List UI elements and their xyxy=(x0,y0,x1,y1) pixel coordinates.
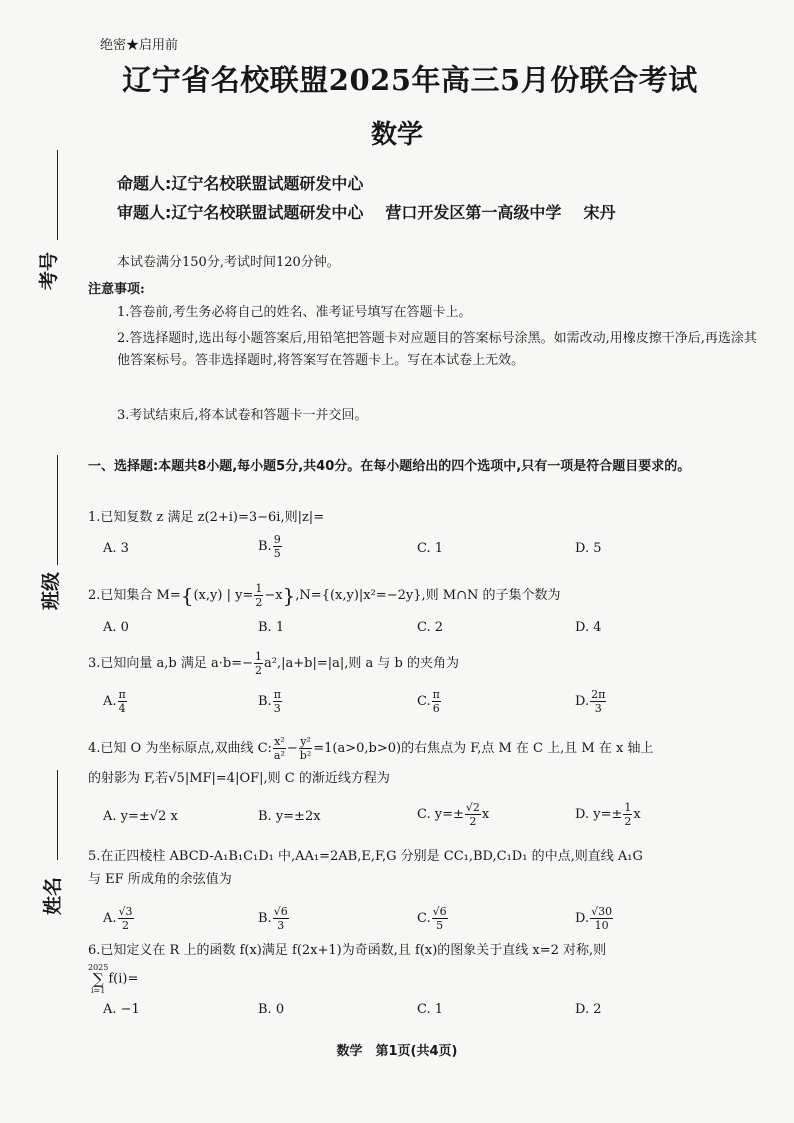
option-d: D. 4 xyxy=(575,620,602,635)
option-d xyxy=(575,905,614,932)
option-a: A. y=±√2 x xyxy=(103,809,178,824)
reviewer-label: 审题人: xyxy=(117,203,172,222)
question-5: 5.在正四棱柱 ABCD-A₁B₁C₁D₁ 中,AA₁=2AB,E,F,G 分别是 CC₁,BD,C₁D₁ 的中点,则直线 A₁G xyxy=(88,849,643,864)
numerator: 2π xyxy=(591,688,606,701)
option-prefix: C. xyxy=(417,694,431,709)
notice-title: 注意事项: xyxy=(88,282,145,297)
exam-intro: 本试卷满分150分,考试时间120分钟。 xyxy=(117,255,340,270)
option-prefix: C. y=± xyxy=(417,807,464,822)
reviewer-3: 宋丹 xyxy=(583,203,616,222)
option-d xyxy=(575,688,607,715)
set-text: −x xyxy=(264,588,283,603)
exam-title: 辽宁省名校联盟2025年高三5月份联合考试 xyxy=(122,63,698,97)
reviewer-2: 营口开发区第一高级中学 xyxy=(385,203,562,222)
option-suffix: x xyxy=(633,807,641,822)
option-d: D. 5 xyxy=(575,541,602,556)
denominator: 2 xyxy=(469,815,477,828)
reviewer-line xyxy=(117,200,615,223)
fraction xyxy=(118,905,134,932)
question-5-line2: 与 EF 所成角的余弦值为 xyxy=(88,872,232,887)
question-2 xyxy=(88,582,764,609)
operator: − xyxy=(286,741,298,756)
denominator: 3 xyxy=(594,702,602,715)
option-c xyxy=(417,905,449,932)
option-c: C. 1 xyxy=(417,1002,444,1017)
fraction xyxy=(623,801,632,828)
option-d xyxy=(575,801,641,828)
option-prefix: D. xyxy=(575,694,590,709)
notice-item-text: 2.答选择题时,选出每小题答案后,用铅笔把答题卡对应题目的答案标号涂黑。如需改动,用橡皮擦干净后,再选涂其他答案标号。答非选择题时,将答案写在答题卡上。写在本试卷上无效。 xyxy=(117,331,757,368)
option-c xyxy=(417,801,489,828)
option-prefix: D. y=± xyxy=(575,807,623,822)
notice-item: 1.答卷前,考生务必将自己的姓名、准考证号填写在答题卡上。 xyxy=(117,305,472,320)
denominator: 2 xyxy=(624,815,632,828)
option-a: A. −1 xyxy=(103,1002,140,1017)
sum-lower: i=1 xyxy=(91,986,106,995)
option-a xyxy=(103,905,135,932)
numerator: 9 xyxy=(273,533,281,546)
numerator: 1 xyxy=(255,582,263,595)
denominator: 3 xyxy=(273,702,281,715)
option-prefix: B. xyxy=(258,911,272,926)
option-a xyxy=(103,688,128,715)
numerator: 1 xyxy=(255,650,262,663)
option-a: A. 3 xyxy=(103,541,129,556)
proposer-name: 辽宁名校联盟试题研发中心 xyxy=(171,174,364,193)
numerator: π xyxy=(273,688,281,701)
summation xyxy=(88,963,108,995)
denominator: 3 xyxy=(277,919,285,932)
exam-no-label: 考号 xyxy=(38,251,60,290)
fraction xyxy=(273,533,282,560)
denominator: 10 xyxy=(594,919,609,932)
notice-item: 3.考试结束后,将本试卷和答题卡一并交回。 xyxy=(117,408,368,423)
subject-title: 数学 xyxy=(370,120,423,150)
option-prefix: B. xyxy=(258,694,272,709)
right-brace: } xyxy=(282,583,296,608)
option-b xyxy=(258,905,290,932)
notice-item xyxy=(117,328,757,372)
option-b: B. y=±2x xyxy=(258,809,321,824)
fraction xyxy=(432,905,448,932)
left-brace: { xyxy=(180,583,194,608)
numerator: 1 xyxy=(624,801,632,814)
confidential-label: 绝密★启用前 xyxy=(100,38,179,53)
denominator: b² xyxy=(299,749,312,762)
denominator: a² xyxy=(273,749,285,762)
fraction xyxy=(254,650,263,677)
name-label: 姓名 xyxy=(42,876,64,915)
numerator: √6 xyxy=(273,905,288,918)
fraction xyxy=(273,735,286,762)
option-c: C. 2 xyxy=(417,620,444,635)
sum-sign: ∑ xyxy=(92,970,104,988)
numerator: √6 xyxy=(432,905,447,918)
numerator: √2 xyxy=(465,801,480,814)
numerator: x² xyxy=(274,735,285,748)
option-prefix: B. xyxy=(258,539,272,554)
fraction xyxy=(432,688,441,715)
question-1: 1.已知复数 z 满足 z(2+i)=3−6i,则|z|= xyxy=(88,510,325,525)
option-c xyxy=(417,688,442,715)
option-b xyxy=(258,688,283,715)
option-d: D. 2 xyxy=(575,1002,602,1017)
fraction xyxy=(273,688,282,715)
numerator: π xyxy=(432,688,440,701)
section-title: 一、选择题:本题共8小题,每小题5分,共40分。在每小题给出的四个选项中,只有一项是符合题目要求的。 xyxy=(88,459,691,474)
option-b: B. 1 xyxy=(258,620,285,635)
denominator: 2 xyxy=(122,919,130,932)
proposer-label: 命题人: xyxy=(117,174,172,193)
exam-no-line xyxy=(57,150,58,240)
fraction xyxy=(465,801,481,828)
reviewer-1: 辽宁名校联盟试题研发中心 xyxy=(171,203,364,222)
denominator: 4 xyxy=(118,702,126,715)
question-4 xyxy=(88,735,764,762)
question-text: ,N={(x,y)|x²=−2y},则 M∩N 的子集个数为 xyxy=(295,588,561,603)
proposer-line xyxy=(117,171,363,194)
denominator: 2 xyxy=(255,596,263,609)
option-prefix: A. xyxy=(103,694,117,709)
question-3 xyxy=(88,650,764,677)
fraction xyxy=(118,688,127,715)
question-text: 3.已知向量 a,b 满足 a·b=− xyxy=(88,656,253,671)
option-prefix: C. xyxy=(417,911,431,926)
class-label: 班级 xyxy=(40,571,62,610)
denominator: 6 xyxy=(432,702,440,715)
fraction xyxy=(273,905,289,932)
question-4-line2: 的射影为 F,若√5|MF|=4|OF|,则 C 的渐近线方程为 xyxy=(88,771,390,786)
denominator: 5 xyxy=(436,919,444,932)
class-line xyxy=(57,455,58,565)
denominator: 5 xyxy=(273,547,281,560)
question-text: =1(a>0,b>0)的右焦点为 F,点 M 在 C 上,且 M 在 x 轴上 xyxy=(313,741,654,756)
fraction xyxy=(590,905,613,932)
option-suffix: x xyxy=(481,807,490,822)
question-text: f(i)= xyxy=(108,971,139,987)
question-6-line2 xyxy=(88,963,764,995)
option-prefix: D. xyxy=(575,911,590,926)
fraction xyxy=(590,688,606,715)
denominator: 2 xyxy=(255,664,262,677)
fraction xyxy=(299,735,312,762)
question-6: 6.已知定义在 R 上的函数 f(x)满足 f(2x+1)为奇函数,且 f(x)的图象关于直线 x=2 对称,则 xyxy=(88,943,607,958)
question-text: a²,|a+b|=|a|,则 a 与 b 的夹角为 xyxy=(264,656,459,671)
numerator: y² xyxy=(300,735,311,748)
set-text: (x,y) | y= xyxy=(193,588,254,603)
question-text: 2.已知集合 M= xyxy=(88,588,181,603)
fraction xyxy=(254,582,263,609)
option-b: B. 0 xyxy=(258,1002,285,1017)
numerator: √30 xyxy=(591,905,613,918)
option-prefix: A. xyxy=(103,911,117,926)
numerator: π xyxy=(118,688,126,701)
name-line xyxy=(57,770,58,860)
numerator: √3 xyxy=(118,905,133,918)
question-text: 4.已知 O 为坐标原点,双曲线 C: xyxy=(88,741,272,756)
page-footer: 数学 第1页(共4页) xyxy=(336,1044,458,1059)
option-b xyxy=(258,533,283,560)
option-a: A. 0 xyxy=(103,620,129,635)
option-c: C. 1 xyxy=(417,541,444,556)
sum-upper: 2025 xyxy=(88,963,109,972)
